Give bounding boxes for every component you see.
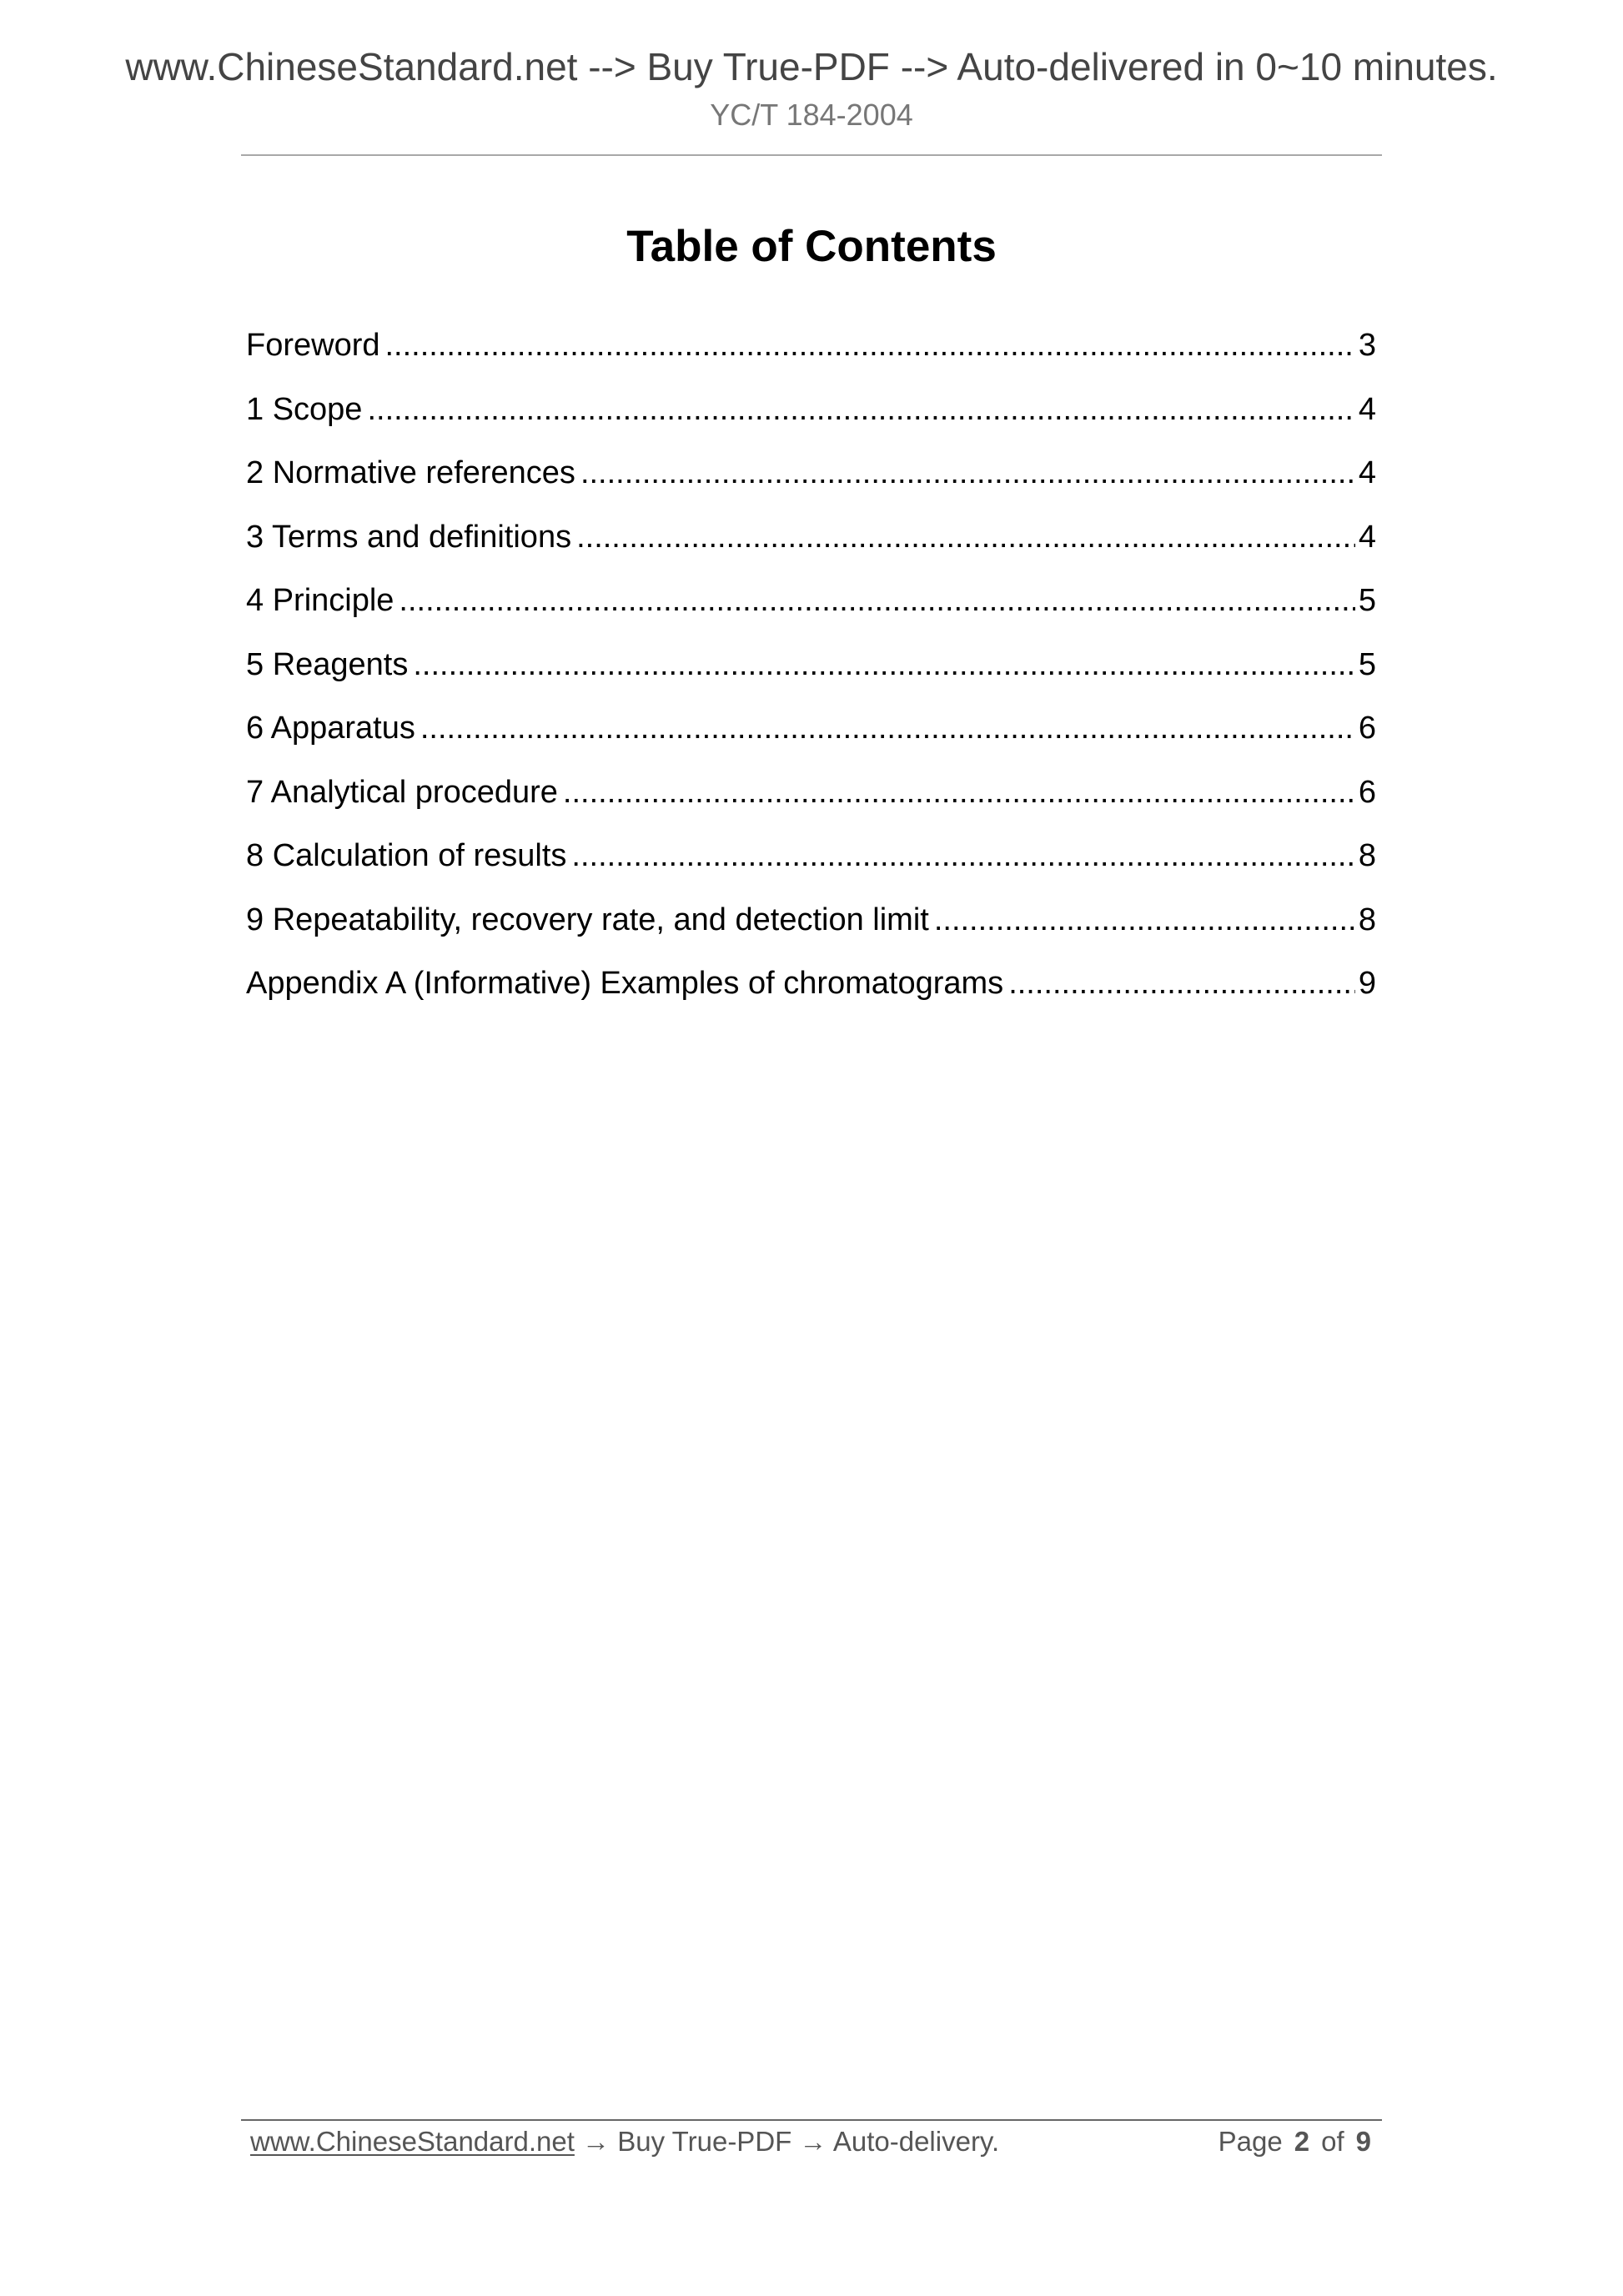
toc-entry-page: 6 — [1358, 711, 1376, 746]
page-title: Table of Contents — [626, 222, 997, 271]
arrow-right-icon: → — [799, 2126, 827, 2157]
toc-entry-page: 4 — [1358, 519, 1376, 555]
page-header-banner: www.ChineseStandard.net --> Buy True-PDF --> Auto-delivered in 0~10 minutes. — [125, 45, 1498, 88]
toc-entry-label: 2 Normative references — [246, 455, 575, 490]
toc-entry-normative-references[interactable] — [246, 455, 1376, 519]
toc-entry-foreword[interactable] — [246, 327, 1376, 391]
toc-entry-label: 9 Repeatability, recovery rate, and detection limit — [246, 902, 929, 937]
toc-entry-label: Appendix A (Informative) Examples of chromatograms — [246, 966, 1004, 1001]
page-label: Page — [1218, 2126, 1283, 2157]
toc-entry-scope[interactable] — [246, 391, 1376, 455]
toc-entry-page: 8 — [1358, 838, 1376, 873]
toc-entry-label: 7 Analytical procedure — [246, 774, 558, 810]
toc-entry-label: 3 Terms and definitions — [246, 519, 572, 555]
of-label: of — [1321, 2126, 1344, 2157]
arrow-right-icon: → — [582, 2126, 611, 2157]
page-footer — [250, 2125, 1374, 2162]
toc-entry-page: 5 — [1358, 646, 1376, 682]
toc-entry-label: 5 Reagents — [246, 646, 409, 682]
toc-entry-appendix-a[interactable] — [246, 965, 1376, 1029]
toc-entry-page: 4 — [1358, 391, 1376, 427]
toc-entry-page: 9 — [1358, 966, 1376, 1001]
dot-leader — [399, 582, 1354, 619]
toc-entry-page: 5 — [1358, 583, 1376, 618]
dot-leader — [420, 710, 1355, 746]
toc-entry-apparatus[interactable] — [246, 710, 1376, 774]
footer-divider — [241, 2119, 1382, 2121]
current-page-number: 2 — [1294, 2126, 1310, 2157]
dot-leader — [385, 327, 1355, 364]
standard-code: YC/T 184-2004 — [710, 98, 913, 132]
dot-leader — [413, 646, 1354, 683]
dot-leader — [580, 455, 1355, 491]
dot-leader — [934, 902, 1355, 938]
dot-leader — [576, 519, 1355, 555]
table-of-contents — [246, 327, 1376, 1029]
footer-step-buy: Buy True-PDF — [617, 2126, 792, 2157]
header-divider — [241, 154, 1382, 156]
toc-entry-reagents[interactable] — [246, 646, 1376, 711]
page-indicator — [1219, 2125, 1371, 2158]
toc-entry-calculation[interactable] — [246, 837, 1376, 902]
footer-step-delivery: Auto-delivery. — [832, 2126, 1000, 2157]
toc-entry-label: Foreword — [246, 328, 380, 363]
total-pages-number: 9 — [1355, 2126, 1371, 2157]
dot-leader — [1008, 965, 1355, 1002]
toc-entry-label: 8 Calculation of results — [246, 838, 567, 873]
toc-entry-analytical-procedure[interactable] — [246, 774, 1376, 838]
dot-leader — [571, 837, 1354, 874]
toc-entry-repeatability[interactable] — [246, 902, 1376, 966]
footer-promo — [250, 2125, 999, 2158]
toc-entry-page: 6 — [1358, 774, 1376, 810]
toc-entry-label: 4 Principle — [246, 583, 394, 618]
dot-leader — [367, 391, 1354, 428]
toc-entry-page: 3 — [1358, 328, 1376, 363]
toc-entry-label: 1 Scope — [246, 391, 363, 427]
toc-entry-terms-definitions[interactable] — [246, 519, 1376, 583]
toc-entry-page: 8 — [1358, 902, 1376, 937]
footer-site-link[interactable]: www.ChineseStandard.net — [250, 2126, 575, 2157]
toc-entry-principle[interactable] — [246, 582, 1376, 646]
dot-leader — [563, 774, 1355, 811]
toc-entry-label: 6 Apparatus — [246, 711, 415, 746]
toc-entry-page: 4 — [1358, 455, 1376, 490]
